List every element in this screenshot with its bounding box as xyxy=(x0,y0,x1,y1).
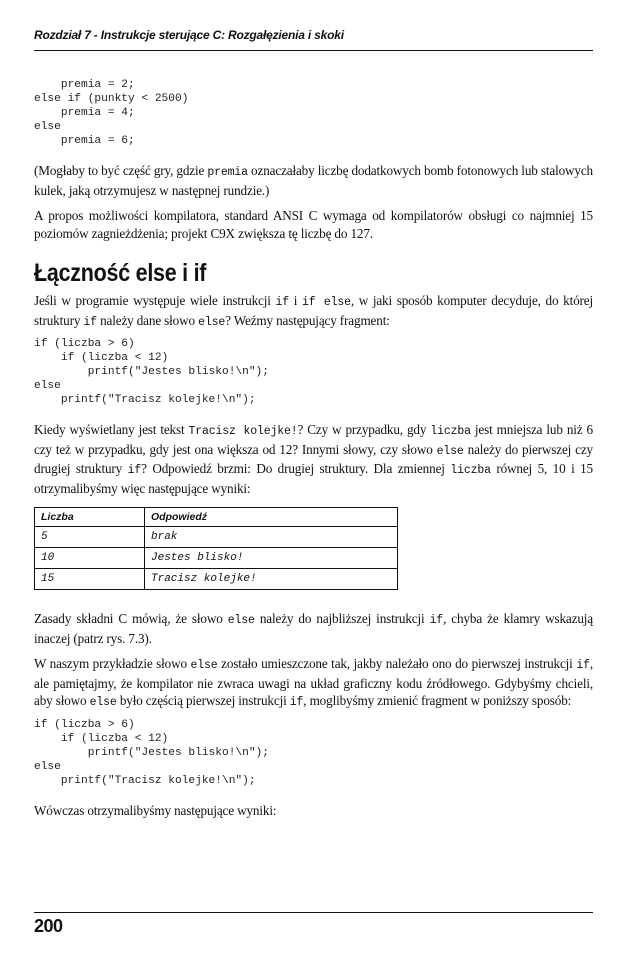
running-header: Rozdział 7 - Instrukcje sterujące C: Rozgałęzienia i skoki xyxy=(34,28,344,42)
column-header: Liczba xyxy=(35,508,145,527)
page-content xyxy=(34,78,593,819)
section-heading: Łączność else i if xyxy=(34,259,207,287)
table-cell: brak xyxy=(145,527,398,548)
table-row xyxy=(35,527,398,548)
code-block-rewritten: if (liczba > 6) if (liczba < 12) printf("Jestes blisko!\n"); else printf("Tracisz kolejke!\n"); xyxy=(34,718,269,787)
header-rule xyxy=(34,50,593,51)
column-header: Odpowiedź xyxy=(145,508,398,527)
table-header-row xyxy=(35,508,398,527)
table-cell: 5 xyxy=(35,527,145,548)
paragraph-syntax-rule: Zasady składni C mówią, że słowo else należy do najbliższej instrukcji if, chyba że klamry wskazują inaczej (patrz rys. 7.3). xyxy=(34,611,593,646)
paragraph-compiler-nesting: A propos możliwości kompilatora, standard ANSI C wymaga od kompilatorów obsługi co najmniej 15 poziomów zagnieżdżenia; projekt C9X zwiększa tę liczbę do 127. xyxy=(34,208,593,241)
table-cell: 10 xyxy=(35,548,145,569)
paragraph-results-intro: Wówczas otrzymalibyśmy następujące wyniki: xyxy=(34,802,277,818)
table-cell: Jestes blisko! xyxy=(145,548,398,569)
inline-code: premia xyxy=(207,166,248,179)
table-row xyxy=(35,569,398,590)
paragraph-example-explanation: W naszym przykładzie słowo else zostało umieszczone tak, jakby należało ono do pierwszej instrukcji if, ale pamiętajmy, że kompilator nie zwraca uwagi na układ graficzny kodu źródłowego. Gdybyśmy chcieli, aby słowo else było częścią pierwszej instrukcji if, moglibyśmy zmienić fragment w poniższy sposób: xyxy=(34,656,593,709)
results-table xyxy=(34,507,398,590)
paragraph-if-else-question: Jeśli w programie występuje wiele instrukcji if i if else, w jaki sposób komputer decyduje, do której struktury if należy dane słowo else? Weźmy następujący fragment: xyxy=(34,293,593,329)
page-number: 200 xyxy=(34,916,63,936)
code-block-nested-if: if (liczba > 6) if (liczba < 12) printf("Jestes blisko!\n"); else printf("Tracisz kolejke!\n"); xyxy=(34,338,269,406)
table-cell: Tracisz kolejke! xyxy=(145,569,398,590)
paragraph-premia: (Mogłaby to być część gry, gdzie premia oznaczałaby liczbę dodatkowych bomb fotonowych lub stalowych kulek, jaką otrzymujesz w następnej rundzie.) xyxy=(34,163,593,198)
paragraph-when-displayed: Kiedy wyświetlany jest tekst Tracisz kolejke!? Czy w przypadku, gdy liczba jest mniejsza lub niż 6 czy też w przypadku, gdy jest ona większa od 12? Innymi słowy, czy słowo else należy do pierwszej czy drugiej struktury if? Odpowiedź brzmi: Do drugiej struktury. Dla zmiennej liczba równej 5, 10 i 15 otrzymalibyśmy więc następujące wyniki: xyxy=(34,422,594,496)
code-block-else-if: premia = 2; else if (punkty < 2500) premia = 4; else premia = 6; xyxy=(34,79,189,147)
footer-rule xyxy=(34,912,593,913)
table-cell: 15 xyxy=(35,569,145,590)
table-row xyxy=(35,548,398,569)
